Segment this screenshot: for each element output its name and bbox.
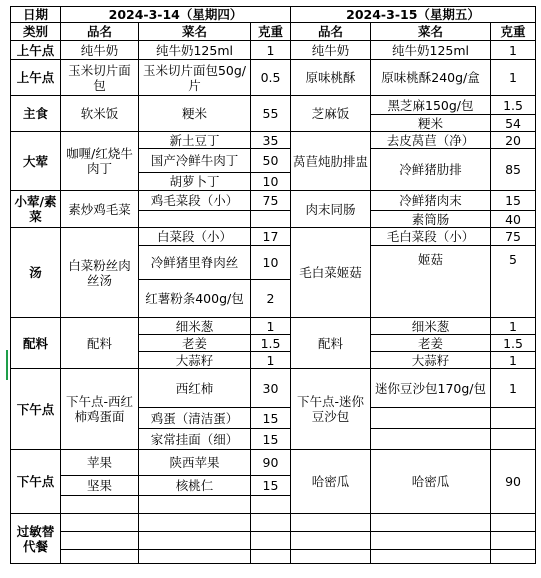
day1-main-dish-3: 胡萝卜丁 bbox=[139, 173, 251, 191]
day1-pm2-dish-2: 核桃仁 bbox=[139, 476, 251, 496]
menu-table bbox=[10, 6, 536, 564]
day2-am2-dish: 原味桃酥240g/盒 bbox=[371, 60, 491, 96]
day2-am1-product: 纯牛奶 bbox=[291, 41, 371, 60]
selection-marker bbox=[6, 350, 8, 380]
day2-pm1-dish-2 bbox=[371, 408, 491, 429]
col-dish-day2: 菜名 bbox=[371, 23, 491, 41]
day2-season-dish-2: 老姜 bbox=[371, 335, 491, 352]
day2-season-weight-1: 1 bbox=[491, 318, 536, 335]
day2-allergy-dish-2 bbox=[371, 532, 491, 550]
day2-allergy-dish-3 bbox=[371, 550, 491, 564]
col-product-day2: 品名 bbox=[291, 23, 371, 41]
day1-side-weight-1: 75 bbox=[251, 191, 291, 211]
day1-side-product: 素炒鸡毛菜 bbox=[61, 191, 139, 228]
day1-allergy-dish-1 bbox=[139, 514, 251, 532]
day2-am2-product: 原味桃酥 bbox=[291, 60, 371, 96]
day2-staple-weight-2: 54 bbox=[491, 115, 536, 132]
category-side-dish: 小荤/素菜 bbox=[11, 191, 61, 228]
day2-pm1-weight-1: 1 bbox=[491, 369, 536, 408]
day2-pm1-weight-3 bbox=[491, 429, 536, 450]
day2-soup-weight-1: 75 bbox=[491, 228, 536, 246]
day2-side-weight-1: 15 bbox=[491, 191, 536, 211]
day2-side-product: 肉末同肠 bbox=[291, 191, 371, 228]
day1-pm2-product-3 bbox=[61, 496, 139, 514]
day2-main-weight-2: 85 bbox=[491, 149, 536, 191]
category-allergy: 过敏替代餐 bbox=[11, 514, 61, 564]
day1-main-product: 咖喱/红烧牛肉丁 bbox=[61, 132, 139, 191]
day1-season-weight-3: 1 bbox=[251, 352, 291, 369]
date-label: 日期 bbox=[11, 7, 61, 23]
day2-side-weight-2: 40 bbox=[491, 211, 536, 228]
day1-main-weight-2: 50 bbox=[251, 149, 291, 173]
day1-pm2-product-1: 苹果 bbox=[61, 450, 139, 476]
day1-soup-dish-1: 白菜段（小） bbox=[139, 228, 251, 246]
day1-pm2-weight-3 bbox=[251, 496, 291, 514]
day2-pm1-product: 下午点-迷你豆沙包 bbox=[291, 369, 371, 450]
day2-allergy-product-1 bbox=[291, 514, 371, 532]
day1-soup-weight-1: 17 bbox=[251, 228, 291, 246]
day1-pm1-dish-3: 家常挂面（细） bbox=[139, 429, 251, 450]
day1-season-weight-1: 1 bbox=[251, 318, 291, 335]
day2-pm2-dish: 哈密瓜 bbox=[371, 450, 491, 514]
category-pm-snack-1: 下午点 bbox=[11, 369, 61, 450]
day2-season-dish-1: 细米葱 bbox=[371, 318, 491, 335]
col-weight-day1: 克重 bbox=[251, 23, 291, 41]
day1-allergy-product-3 bbox=[61, 550, 139, 564]
day2-soup-dish-1: 毛白菜段（小） bbox=[371, 228, 491, 246]
day2-season-weight-3: 1 bbox=[491, 352, 536, 369]
day2-allergy-weight-2 bbox=[491, 532, 536, 550]
day2-season-product: 配料 bbox=[291, 318, 371, 369]
day1-am1-weight: 1 bbox=[251, 41, 291, 60]
day1-season-dish-2: 老姜 bbox=[139, 335, 251, 352]
day2-soup-product: 毛白菜姬菇 bbox=[291, 228, 371, 318]
day1-soup-weight-3: 2 bbox=[251, 280, 291, 318]
day1-pm2-dish-3 bbox=[139, 496, 251, 514]
col-weight-day2: 克重 bbox=[491, 23, 536, 41]
day2-soup-dish-2: 姬菇 bbox=[371, 246, 491, 318]
day1-pm1-dish-1: 西红柿 bbox=[139, 369, 251, 408]
category-main-dish: 大荤 bbox=[11, 132, 61, 191]
date-day2: 2024-3-15（星期五） bbox=[291, 7, 536, 23]
day2-allergy-product-3 bbox=[291, 550, 371, 564]
col-product-day1: 品名 bbox=[61, 23, 139, 41]
category-pm-snack-2: 下午点 bbox=[11, 450, 61, 514]
day2-main-weight-1: 20 bbox=[491, 132, 536, 149]
date-day1: 2024-3-14（星期四） bbox=[61, 7, 291, 23]
day2-side-dish-2: 素筒肠 bbox=[371, 211, 491, 228]
day2-pm1-weight-2 bbox=[491, 408, 536, 429]
day1-soup-weight-2: 10 bbox=[251, 246, 291, 280]
day2-main-dish-1: 去皮莴苣（净） bbox=[371, 132, 491, 149]
day2-pm2-weight: 90 bbox=[491, 450, 536, 514]
day1-soup-dish-2: 冷鲜猪里脊肉丝 bbox=[139, 246, 251, 280]
day2-am1-dish: 纯牛奶125ml bbox=[371, 41, 491, 60]
day2-allergy-weight-3 bbox=[491, 550, 536, 564]
day2-season-weight-2: 1.5 bbox=[491, 335, 536, 352]
day1-main-dish-1: 新土豆丁 bbox=[139, 132, 251, 149]
day1-soup-dish-3: 红薯粉条400g/包 bbox=[139, 280, 251, 318]
day1-side-weight-2 bbox=[251, 211, 291, 228]
day1-pm2-weight-2: 15 bbox=[251, 476, 291, 496]
day2-allergy-weight-1 bbox=[491, 514, 536, 532]
day1-allergy-weight-1 bbox=[251, 514, 291, 532]
day1-side-dish-1: 鸡毛菜段（小） bbox=[139, 191, 251, 211]
day1-pm2-dish-1: 陕西苹果 bbox=[139, 450, 251, 476]
day2-soup-weight-2: 5 bbox=[491, 246, 536, 318]
day1-am1-dish: 纯牛奶125ml bbox=[139, 41, 251, 60]
day1-pm1-product: 下午点-西红柿鸡蛋面 bbox=[61, 369, 139, 450]
day1-season-product: 配料 bbox=[61, 318, 139, 369]
day2-staple-product: 芝麻饭 bbox=[291, 96, 371, 132]
day2-side-dish-1: 冷鲜猪肉末 bbox=[371, 191, 491, 211]
day1-pm1-weight-3: 15 bbox=[251, 429, 291, 450]
day1-pm2-product-2: 坚果 bbox=[61, 476, 139, 496]
day1-pm1-weight-1: 30 bbox=[251, 369, 291, 408]
day1-am2-dish: 玉米切片面包50g/片 bbox=[139, 60, 251, 96]
col-dish-day1: 菜名 bbox=[139, 23, 251, 41]
day2-allergy-dish-1 bbox=[371, 514, 491, 532]
day2-main-product: 莴苣炖肋排盅 bbox=[291, 132, 371, 191]
day2-pm2-product: 哈密瓜 bbox=[291, 450, 371, 514]
day2-pm1-dish-1: 迷你豆沙包170g/包 bbox=[371, 369, 491, 408]
day2-main-dish-2: 冷鲜猪肋排 bbox=[371, 149, 491, 191]
day1-am1-product: 纯牛奶 bbox=[61, 41, 139, 60]
category-soup: 汤 bbox=[11, 228, 61, 318]
day1-allergy-weight-3 bbox=[251, 550, 291, 564]
day1-staple-weight: 55 bbox=[251, 96, 291, 132]
day2-am1-weight: 1 bbox=[491, 41, 536, 60]
day1-main-weight-3: 10 bbox=[251, 173, 291, 191]
day1-side-dish-2 bbox=[139, 211, 251, 228]
day1-main-weight-1: 35 bbox=[251, 132, 291, 149]
day1-pm2-weight-1: 90 bbox=[251, 450, 291, 476]
category-seasoning: 配料 bbox=[11, 318, 61, 369]
day1-allergy-dish-2 bbox=[139, 532, 251, 550]
day2-staple-dish-2: 粳米 bbox=[371, 115, 491, 132]
category-label: 类别 bbox=[11, 23, 61, 41]
day1-pm1-dish-2: 鸡蛋（清洁蛋） bbox=[139, 408, 251, 429]
day1-am2-product: 玉米切片面包 bbox=[61, 60, 139, 96]
day1-pm1-weight-2: 15 bbox=[251, 408, 291, 429]
category-am-snack-2: 上午点 bbox=[11, 60, 61, 96]
category-am-snack-1: 上午点 bbox=[11, 41, 61, 60]
day2-pm1-dish-3 bbox=[371, 429, 491, 450]
day1-staple-product: 软米饭 bbox=[61, 96, 139, 132]
day1-season-dish-1: 细米葱 bbox=[139, 318, 251, 335]
category-staple: 主食 bbox=[11, 96, 61, 132]
day1-allergy-dish-3 bbox=[139, 550, 251, 564]
day1-allergy-product-2 bbox=[61, 532, 139, 550]
day1-season-dish-3: 大蒜籽 bbox=[139, 352, 251, 369]
day1-soup-product: 白菜粉丝肉丝汤 bbox=[61, 228, 139, 318]
day2-staple-weight-1: 1.5 bbox=[491, 96, 536, 115]
day2-season-dish-3: 大蒜籽 bbox=[371, 352, 491, 369]
day1-staple-dish: 粳米 bbox=[139, 96, 251, 132]
day2-am2-weight: 1 bbox=[491, 60, 536, 96]
day1-allergy-weight-2 bbox=[251, 532, 291, 550]
day1-allergy-product-1 bbox=[61, 514, 139, 532]
day1-main-dish-2: 国产冷鲜牛肉丁 bbox=[139, 149, 251, 173]
day1-am2-weight: 0.5 bbox=[251, 60, 291, 96]
day2-staple-dish-1: 黑芝麻150g/包 bbox=[371, 96, 491, 115]
day2-allergy-product-2 bbox=[291, 532, 371, 550]
day1-season-weight-2: 1.5 bbox=[251, 335, 291, 352]
